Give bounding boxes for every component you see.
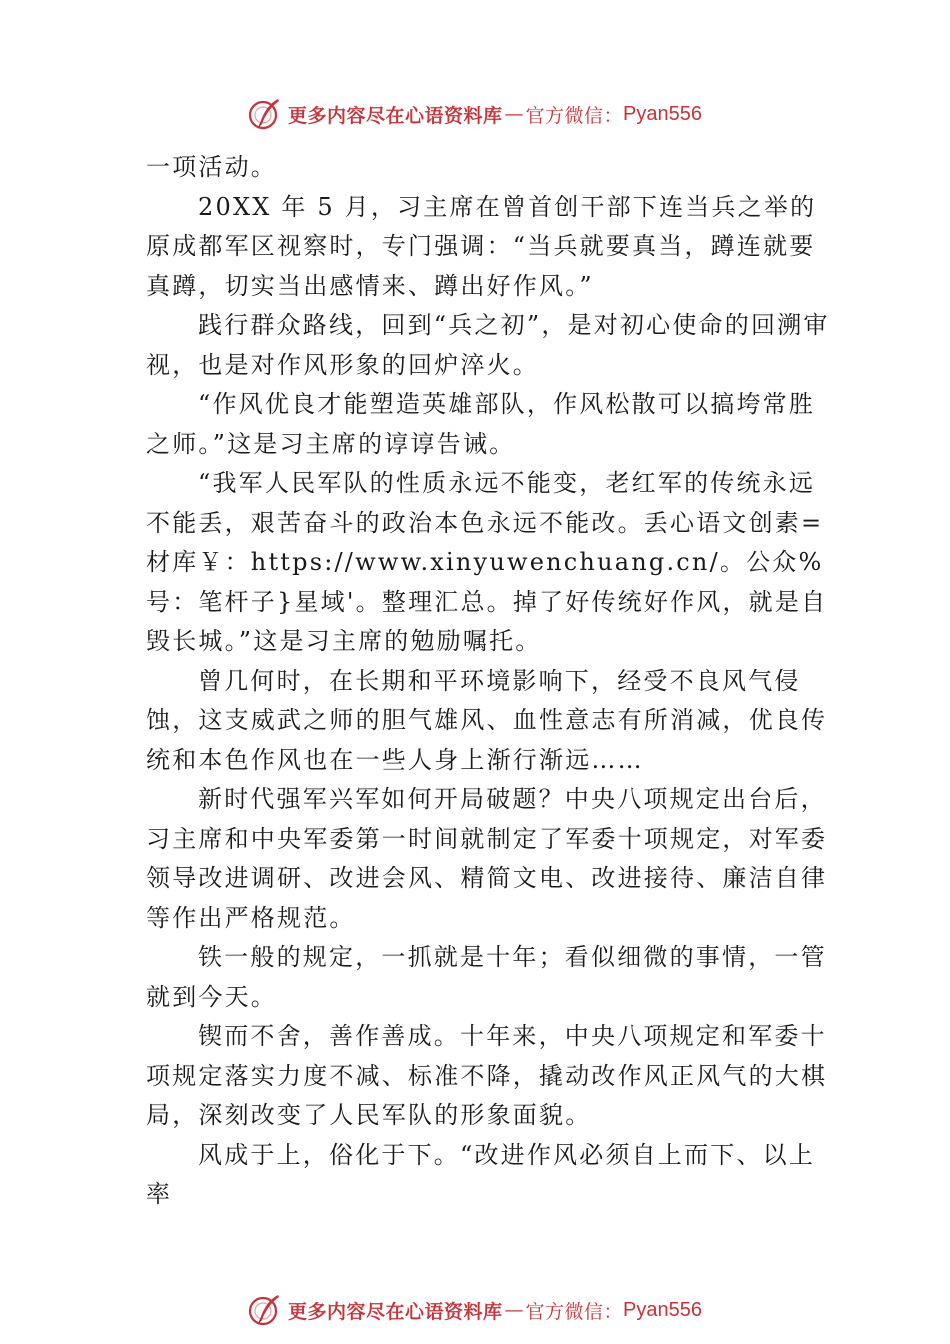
header-wechat-id: Pyan556 — [623, 102, 702, 125]
paragraph: 践行群众路线，回到“兵之初”，是对初心使命的回溯审视，也是对作风形象的回炉淬火。 — [146, 311, 830, 379]
quill-logo-icon — [248, 1293, 282, 1327]
header-brand-text: 更多内容尽在心语资料库 — [288, 104, 503, 127]
paragraph: “作风优良才能塑造英雄部队，作风松散可以搞垮常胜之师。”这是习主席的谆谆告诫。 — [146, 390, 816, 458]
paragraph: 风成于上，俗化于下。“改进作风必须自上而下、以上率 — [146, 1140, 816, 1208]
header-banner — [0, 94, 950, 134]
header-dash: — — [504, 103, 524, 125]
paragraph: “我军人民军队的性质永远不能变，老红军的传统永远不能丢，艰苦奋斗的政治本色永远不能改。丢心语文创素=材库￥：https://www.xinyuwenchuang.cn/。公众%号：笔杆子}星域'。整理汇总。掉了好传统好作风，就是自毁长城。”这是习主席的勉励嘱托。 — [146, 469, 828, 655]
header-wechat-label: 官方微信： — [525, 104, 624, 127]
footer-brand-text: 更多内容尽在心语资料库 — [288, 1300, 503, 1323]
paragraph: 曾几何时，在长期和平环境影响下，经受不良风气侵蚀，这支威武之师的胆气雄风、血性意志有所消减，优良传统和本色作风也在一些人身上渐行渐远…… — [146, 666, 828, 774]
quill-logo-icon — [248, 97, 282, 131]
footer-wechat-id: Pyan556 — [623, 1298, 702, 1321]
footer-wechat-label: 官方微信： — [525, 1300, 624, 1323]
document-body — [146, 148, 836, 1215]
paragraph: 锲而不舍，善作善成。十年来，中央八项规定和军委十项规定落实力度不减、标准不降，撬动改作风正风气的大棋局，深刻改变了人民军队的形象面貌。 — [146, 1022, 828, 1129]
paragraph: 20XX 年 5 月，习主席在曾首创干部下连当兵之举的原成都军区视察时，专门强调：“当兵就要真当，蹲连就要真蹲，切实当出感情来、蹲出好作风。” — [146, 192, 817, 300]
paragraph: 铁一般的规定，一抓就是十年；看似细微的事情，一管就到今天。 — [146, 943, 827, 1011]
footer-banner — [0, 1290, 950, 1330]
paragraph-continuation: 一项活动。 — [146, 153, 277, 181]
paragraph: 新时代强军兴军如何开局破题？中央八项规定出台后，习主席和中央军委第一时间就制定了军委十项规定，对军委领导改进调研、改进会风、精简文电、改进接待、廉洁自律等作出严格规范。 — [146, 785, 828, 932]
footer-dash: — — [504, 1299, 524, 1321]
